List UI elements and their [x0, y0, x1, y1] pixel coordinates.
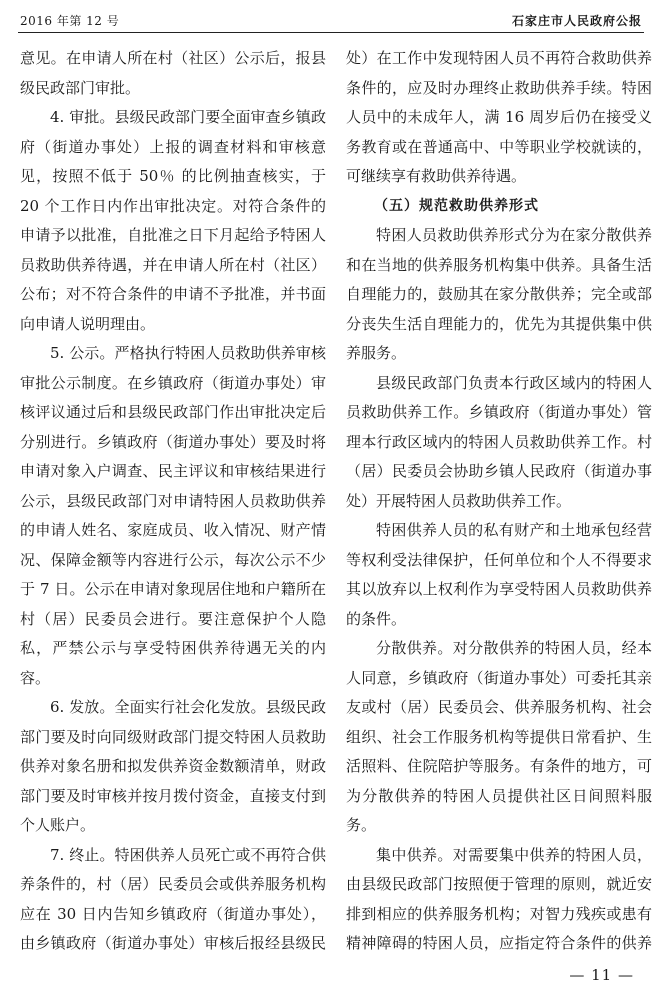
- paragraph-termination: 7. 终止。特困供养人员死亡或不再符合供养条件的，村（居）民委员会或供养服务机构应在 30 日内告知乡镇政府（街道办事处），由乡镇政府（街道办事处）审核后报经县级民: [20, 845, 326, 952]
- page-header: [18, 8, 644, 33]
- paragraph-publicity: 5. 公示。严格执行特困人员救助供养审核审批公示制度。在乡镇政府（街道办事处）审核评议通过后和县级民政部门作出审批决定后分别进行。乡镇政府（街道办事处）要及时将申请对象入户调查、民主评议和审核结果进行公示，县级民政部门对申请特困人员救助供养的申请人姓名、家庭成员、收入情况、财产情况、保障金额等内容进行公示，每次公示不少于 7 日。公示在申请对象现居住地和户籍所在村（居）民委员会进行。要注意保护个人隐私，严禁公示与享受特困供养待遇无关的内容。: [20, 344, 326, 687]
- paragraph-centralized-support: 集中供养。对需要集中供养的特困人员，由县级民政部门按照便于管理的原则，就近安排到相应的供养服务机构；对智力残疾或患有精神障碍的特困人员，应指定符合条件的供养: [346, 845, 652, 952]
- paragraph: 特困人员救助供养形式分为在家分散供养和在当地的供养服务机构集中供养。具备生活自理能力的，鼓励其在家分散供养；完全或部分丧失生活自理能力的，优先为其提供集中供养服务。: [346, 226, 652, 362]
- paragraph-approval: 4. 审批。县级民政部门要全面审查乡镇政府（街道办事处）上报的调查材料和审核意见，按照不低于 50％ 的比例抽查核实，于 20 个工作日内作出审批决定。对符合条件的申请予以批准，自批准之日下月起给予特困人员救助供养待遇，并在申请人所在村（社区）公布；对不符合条件的申请不予批准，并书面向申请人说明理由。: [20, 108, 326, 333]
- issue-label: 2016 年第 12 号: [20, 14, 120, 28]
- paragraph: 意见。在申请人所在村（社区）公示后，报县级民政部门审批。: [20, 49, 326, 97]
- paragraph: 处）在工作中发现特困人员不再符合救助供养条件的，应及时办理终止救助供养手续。特困人员中的未成年人，满 16 周岁后仍在接受义务教育或在普通高中、中等职业学校就读的，可继续享有救助供养待遇。: [346, 49, 652, 185]
- section-heading-5: （五）规范救助供养形式: [374, 197, 539, 214]
- left-column: [20, 44, 326, 964]
- paragraph: 特困供养人员的私有财产和土地承包经营等权利受法律保护，任何单位和个人不得要求其以放弃以上权利作为享受特困人员救助供养的条件。: [346, 521, 652, 628]
- paragraph-distribution: 6. 发放。全面实行社会化发放。县级民政部门要及时向同级财政部门提交特困人员救助供养对象名册和拟发供养资金数额清单，财政部门要及时审核并按月拨付资金，直接支付到个人账户。: [20, 698, 326, 834]
- right-column: [346, 44, 652, 964]
- paragraph: 县级民政部门负责本行政区域内的特困人员救助供养工作。乡镇政府（街道办事处）管理本行政区域内的特困人员救助供养工作。村（居）民委员会协助乡镇人民政府（街道办事处）开展特困人员救助供养工作。: [346, 373, 652, 510]
- paragraph-dispersed-support: 分散供养。对分散供养的特困人员，经本人同意，乡镇政府（街道办事处）可委托其亲友或村（居）民委员会、供养服务机构、社会组织、社会工作服务机构等提供日常看护、生活照料、住院陪护等服务。有条件的地方，可为分散供养的特困人员提供社区日间照料服务。: [346, 639, 652, 834]
- publication-title: 石家庄市人民政府公报: [511, 14, 642, 28]
- page-number: — 11 —: [569, 966, 634, 984]
